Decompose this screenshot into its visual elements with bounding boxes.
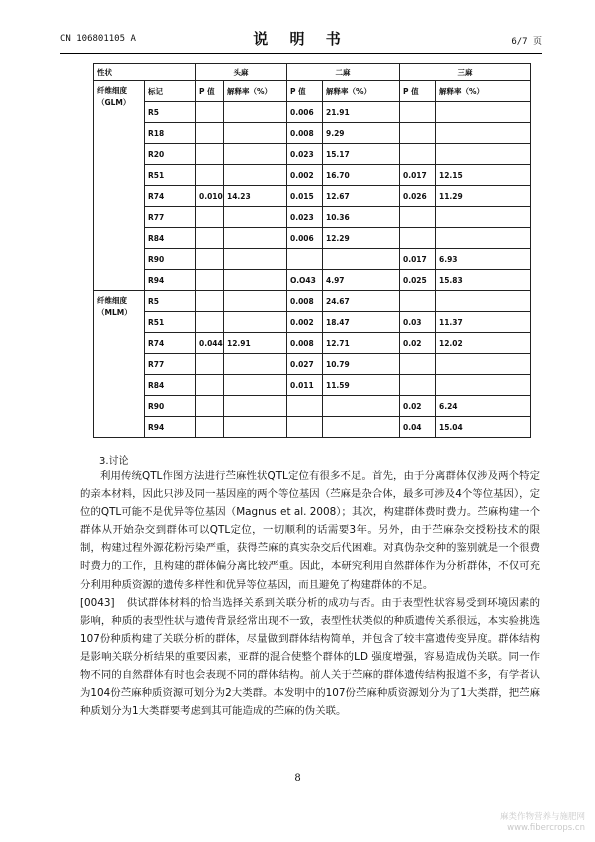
table-cell: 12.02 bbox=[436, 333, 531, 354]
table-cell: 0.008 bbox=[287, 291, 323, 312]
table-cell bbox=[224, 228, 287, 249]
paragraph-2-text: 供试群体材料的恰当选择关系到关联分析的成功与否。由于表型性状容易受到环境因素的影响，种质的表型性状与遗传背景经常出现不一致，表型性状类似的种质遗传关系很远，本实验挑选107份种质构建了关联分析的群体，尽量做到群体结构简单，并包含了较丰富遗传变异度。群体结构是影响关联分析结果的重要因素，亚群的混合使整个群体的LD 强度增强，容易造成伪关联。同一作物不同的自然群体有时也会表现不同的群体结构。前人关于苎麻的群体遗传结构报道不多，有学者认为104份苎麻种质资源可划分为2大类群。本发明中的107份苎麻种质资源划分为了1大类群，把苎麻种质划分为1大类群要考虑到其可能造成的苎麻的伪关联。 bbox=[80, 596, 540, 718]
table-row bbox=[94, 396, 531, 417]
page-number: 8 bbox=[294, 773, 301, 784]
table-cell bbox=[323, 249, 400, 270]
table-cell bbox=[224, 417, 287, 438]
table-cell bbox=[224, 249, 287, 270]
table-cell: 性状 bbox=[94, 64, 196, 81]
table-cell: 15.04 bbox=[436, 417, 531, 438]
table-cell bbox=[196, 102, 224, 123]
table-cell bbox=[436, 375, 531, 396]
table-cell bbox=[436, 207, 531, 228]
table-row bbox=[94, 165, 531, 186]
paragraph-ref: [0043] bbox=[80, 596, 115, 609]
table-cell bbox=[323, 417, 400, 438]
table-cell: R51 bbox=[145, 312, 196, 333]
table-cell bbox=[400, 102, 436, 123]
table-cell: 0.008 bbox=[287, 123, 323, 144]
table-cell: 4.97 bbox=[323, 270, 400, 291]
table-cell: 头麻 bbox=[196, 64, 287, 81]
table-cell: 11.59 bbox=[323, 375, 400, 396]
table-cell: 12.91 bbox=[224, 333, 287, 354]
table-cell: 0.02 bbox=[400, 396, 436, 417]
table-cell: 0.03 bbox=[400, 312, 436, 333]
table-cell bbox=[287, 249, 323, 270]
table-cell bbox=[436, 354, 531, 375]
trait-cell: 纤维细度（GLM） bbox=[94, 81, 145, 291]
table-cell: R5 bbox=[145, 291, 196, 312]
table-cell: R94 bbox=[145, 417, 196, 438]
table-cell: 21.91 bbox=[323, 102, 400, 123]
table-row bbox=[94, 102, 531, 123]
table-cell bbox=[400, 291, 436, 312]
table-cell: 10.36 bbox=[323, 207, 400, 228]
table-row bbox=[94, 333, 531, 354]
table-cell: 三麻 bbox=[400, 64, 531, 81]
table-cell: 二麻 bbox=[287, 64, 400, 81]
table-cell: 0.017 bbox=[400, 165, 436, 186]
table-cell: 11.29 bbox=[436, 186, 531, 207]
table-cell: 16.70 bbox=[323, 165, 400, 186]
table-cell: 0.027 bbox=[287, 354, 323, 375]
body-text bbox=[80, 467, 540, 720]
table-cell bbox=[400, 375, 436, 396]
table-cell bbox=[196, 144, 224, 165]
table-subheader-row bbox=[94, 81, 531, 102]
qtl-association-table bbox=[93, 63, 531, 438]
watermark bbox=[500, 812, 585, 834]
table-cell: R94 bbox=[145, 270, 196, 291]
table-cell: R18 bbox=[145, 123, 196, 144]
table-cell: 0.006 bbox=[287, 228, 323, 249]
table-cell bbox=[436, 144, 531, 165]
table-cell: 24.67 bbox=[323, 291, 400, 312]
table-cell: 解释率（%） bbox=[224, 81, 287, 102]
section-heading: 3.讨论 bbox=[99, 456, 129, 467]
table-cell bbox=[196, 375, 224, 396]
table-cell: 0.002 bbox=[287, 165, 323, 186]
table-cell bbox=[400, 123, 436, 144]
table-row bbox=[94, 123, 531, 144]
table-cell bbox=[224, 312, 287, 333]
table-cell bbox=[196, 396, 224, 417]
table-cell: 0.023 bbox=[287, 144, 323, 165]
table-cell: P 值 bbox=[400, 81, 436, 102]
table-cell bbox=[196, 291, 224, 312]
table-cell bbox=[400, 228, 436, 249]
page-header bbox=[60, 28, 542, 50]
table-cell: 0.008 bbox=[287, 333, 323, 354]
table-cell bbox=[323, 396, 400, 417]
table-cell: R74 bbox=[145, 333, 196, 354]
table-cell: 0.017 bbox=[400, 249, 436, 270]
table-cell: 0.010 bbox=[196, 186, 224, 207]
table-cell bbox=[196, 207, 224, 228]
table-cell: 14.23 bbox=[224, 186, 287, 207]
table-cell bbox=[436, 123, 531, 144]
table-cell bbox=[224, 291, 287, 312]
table-cell: R20 bbox=[145, 144, 196, 165]
table-cell: R51 bbox=[145, 165, 196, 186]
table-row bbox=[94, 270, 531, 291]
paragraph-1: 利用传统QTL作图方法进行苎麻性状QTL定位有很多不足。首先，由于分离群体仅涉及两个特定的亲本材料，因此只涉及同一基因座的两个等位基因（苎麻是杂合体，最多可涉及4个等位基因），定位的QTL可能不是优异等位基因（Magnus et al. 2008）；其次，构建群体费时费力。苎麻构建一个群体从开始杂交到群体可以QTL定位，一切顺利的话需要3年。另外，由于苎麻杂交授粉技术的限制，构建过程外源花粉污染严重，获得苎麻的真实杂交后代困难。对真伪杂交种的鉴别就是一个很费时费力的工作，且构建的群体偏分离比较严重。因此，本研究利用自然群体作为分析群体，不仅可充分利用种质资源的遗传多样性和优异等位基因，而且避免了构建群体的不足。 bbox=[80, 470, 540, 591]
table-cell: 0.02 bbox=[400, 333, 436, 354]
table-cell bbox=[196, 228, 224, 249]
table-cell: R74 bbox=[145, 186, 196, 207]
table-cell bbox=[224, 165, 287, 186]
table-cell bbox=[224, 102, 287, 123]
table-row bbox=[94, 417, 531, 438]
table-cell: R84 bbox=[145, 375, 196, 396]
table-cell bbox=[196, 270, 224, 291]
table-row bbox=[94, 228, 531, 249]
table-row bbox=[94, 186, 531, 207]
table-cell bbox=[224, 207, 287, 228]
table-cell bbox=[400, 144, 436, 165]
table-cell bbox=[436, 228, 531, 249]
table-cell: 0.002 bbox=[287, 312, 323, 333]
page-label: 6/7 页 bbox=[511, 37, 542, 47]
table-cell: 解释率（%） bbox=[323, 81, 400, 102]
table-cell: 11.37 bbox=[436, 312, 531, 333]
table-cell bbox=[436, 102, 531, 123]
table-cell bbox=[196, 312, 224, 333]
table-cell: 12.71 bbox=[323, 333, 400, 354]
table-cell bbox=[196, 249, 224, 270]
table-cell: R90 bbox=[145, 249, 196, 270]
table-cell: 0.044 bbox=[196, 333, 224, 354]
table-cell bbox=[224, 144, 287, 165]
table-cell: 12.67 bbox=[323, 186, 400, 207]
table-cell: R90 bbox=[145, 396, 196, 417]
table-row bbox=[94, 375, 531, 396]
table-row bbox=[94, 144, 531, 165]
patent-number: CN 106801105 A bbox=[60, 34, 136, 44]
table-cell: 0.015 bbox=[287, 186, 323, 207]
table-cell: 15.17 bbox=[323, 144, 400, 165]
table-cell: 0.006 bbox=[287, 102, 323, 123]
table-cell bbox=[224, 123, 287, 144]
table-cell: 0.025 bbox=[400, 270, 436, 291]
table-cell bbox=[224, 354, 287, 375]
table-cell: 18.47 bbox=[323, 312, 400, 333]
table-cell: R77 bbox=[145, 207, 196, 228]
table-cell: 0.026 bbox=[400, 186, 436, 207]
table-cell bbox=[224, 396, 287, 417]
table-cell bbox=[196, 417, 224, 438]
table-cell bbox=[400, 207, 436, 228]
table-cell: P 值 bbox=[196, 81, 224, 102]
table-row bbox=[94, 291, 531, 312]
table-cell: 标记 bbox=[145, 81, 196, 102]
table-cell: R5 bbox=[145, 102, 196, 123]
table-cell: 10.79 bbox=[323, 354, 400, 375]
table-cell: 6.93 bbox=[436, 249, 531, 270]
table-cell bbox=[436, 291, 531, 312]
table-cell bbox=[196, 354, 224, 375]
table-cell: R77 bbox=[145, 354, 196, 375]
table-header-row bbox=[94, 64, 531, 81]
paragraph-2 bbox=[80, 594, 540, 721]
document-title: 说 明 书 bbox=[253, 30, 349, 48]
table-row bbox=[94, 312, 531, 333]
header-rule bbox=[60, 53, 542, 54]
trait-cell: 纤维细度（MLM） bbox=[94, 291, 145, 438]
table-cell: 12.29 bbox=[323, 228, 400, 249]
table-cell bbox=[196, 123, 224, 144]
table-cell: 0.011 bbox=[287, 375, 323, 396]
table-cell: 6.24 bbox=[436, 396, 531, 417]
table-cell bbox=[196, 165, 224, 186]
table-cell: 12.15 bbox=[436, 165, 531, 186]
table-cell: R84 bbox=[145, 228, 196, 249]
table-cell bbox=[224, 270, 287, 291]
table-cell: 0.04 bbox=[400, 417, 436, 438]
table-row bbox=[94, 249, 531, 270]
table-cell bbox=[400, 354, 436, 375]
table-cell bbox=[287, 396, 323, 417]
table-row bbox=[94, 207, 531, 228]
table-cell: P 值 bbox=[287, 81, 323, 102]
watermark-line-1: 麻类作物营养与施肥网 bbox=[499, 812, 585, 822]
table-row bbox=[94, 354, 531, 375]
table-cell: 9.29 bbox=[323, 123, 400, 144]
table-cell: 0.023 bbox=[287, 207, 323, 228]
table-cell: O.O43 bbox=[287, 270, 323, 291]
table-cell: 15.83 bbox=[436, 270, 531, 291]
watermark-line-2: www.fibercrops.cn bbox=[507, 823, 585, 833]
table-cell bbox=[287, 417, 323, 438]
table-cell: 解释率（%） bbox=[436, 81, 531, 102]
table-cell bbox=[224, 375, 287, 396]
